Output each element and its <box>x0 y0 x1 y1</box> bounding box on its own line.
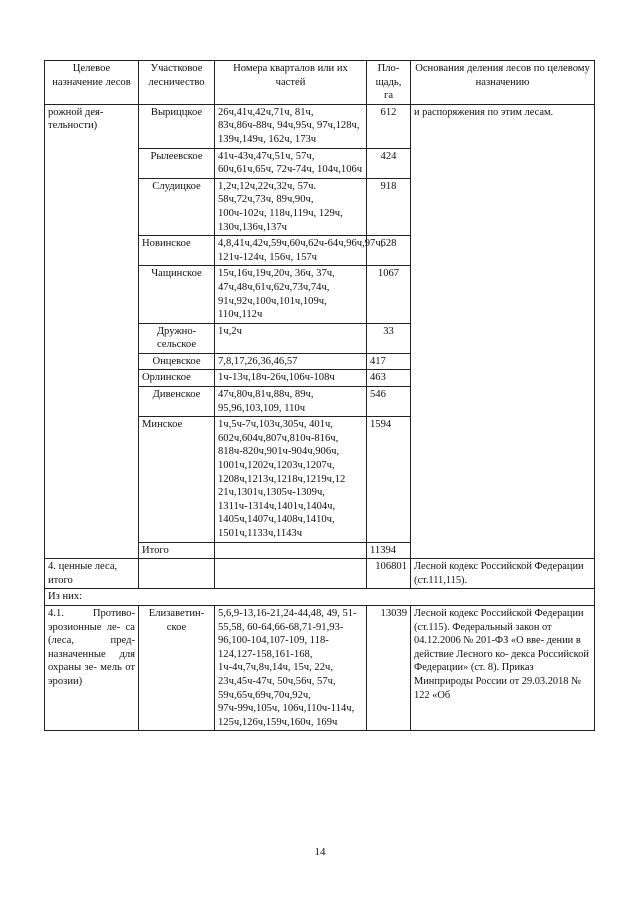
area-cell: 424 <box>367 148 411 178</box>
header-basis: Основания деления лесов по целевому назначению <box>411 61 595 105</box>
header-forestry: Участковое лесничество <box>139 61 215 105</box>
section41-row <box>45 605 595 730</box>
area-cell: 628 <box>367 236 411 266</box>
section4-basis: Лесной кодекс Российской Федерации (ст.111,115). <box>411 559 595 589</box>
area-cell: 33 <box>367 323 411 353</box>
header-area: Пло- щадь, га <box>367 61 411 105</box>
forestry-cell: Орлинское <box>139 370 215 387</box>
forestry-cell: Слудицкое <box>139 178 215 235</box>
quarters-cell: 41ч-43ч,47ч,51ч, 57ч, 60ч,61ч,65ч, 72ч-74ч, 104ч,106ч <box>215 148 367 178</box>
section4-purpose: 4. ценные леса, итого <box>45 559 139 589</box>
area-cell: 546 <box>367 387 411 417</box>
purpose-cell-continued: рожной дея- тельности) <box>45 104 139 558</box>
forestry-cell: Онцевское <box>139 353 215 370</box>
forest-purpose-table <box>44 60 595 731</box>
quarters-cell: 1ч-13ч,18ч-26ч,106ч-108ч <box>215 370 367 387</box>
section4-quarters-empty <box>215 559 367 589</box>
section41-quarters: 5,6,9-13,16-21,24-44,48, 49, 51-55,58, 60-64,66-68,71-91,93-96,100-104,107-109, 118-124,127-158,161-168, 1ч-4ч,7ч,8ч,14ч, 15ч, 22ч, 23ч,45ч-47ч, 50ч,56ч, 57ч, 59ч,65ч,69ч,70ч,92ч, 97ч-99ч,105ч, 106ч,110ч-114ч, 125ч,126ч,159ч,160ч, 169ч <box>215 605 367 730</box>
quarters-cell: 7,8,17,26,36,46,57 <box>215 353 367 370</box>
forestry-cell: Рылеевское <box>139 148 215 178</box>
table-row <box>45 104 595 148</box>
of-them-label: Из них: <box>45 589 595 606</box>
basis-cell-continued: и распоряжения по этим лесам. <box>411 104 595 558</box>
quarters-cell: 15ч,16ч,19ч,20ч, 36ч, 37ч, 47ч,48ч,61ч,62ч,73ч,74ч, 91ч,92ч,100ч,101ч,109ч, 110ч,112ч <box>215 266 367 323</box>
area-cell: 417 <box>367 353 411 370</box>
quarters-cell: 4,8,41ч,42ч,59ч,60ч,62ч-64ч,96ч,97ч, 121ч-124ч, 156ч, 157ч <box>215 236 367 266</box>
forestry-cell: Дружно- сельское <box>139 323 215 353</box>
section4-row <box>45 559 595 589</box>
area-cell: 463 <box>367 370 411 387</box>
section41-basis: Лесной кодекс Российской Федерации (ст.115). Федеральный закон от 04.12.2006 № 201-ФЗ «О вве- дении в действие Лесного ко- декса Российской Федерации» (ст. 8). Приказ Минприроды России от 29.03.2018 № 122 «Об <box>411 605 595 730</box>
total-label: Итого <box>139 542 215 559</box>
section41-area: 13039 <box>367 605 411 730</box>
forestry-cell: Новинское <box>139 236 215 266</box>
forestry-cell: Минское <box>139 417 215 542</box>
area-cell: 918 <box>367 178 411 235</box>
header-purpose: Целевое назначение лесов <box>45 61 139 105</box>
area-cell: 612 <box>367 104 411 148</box>
header-quarters: Номера кварталов или их частей <box>215 61 367 105</box>
quarters-cell: 47ч,80ч,81ч,88ч, 89ч, 95,96,103,109, 110ч <box>215 387 367 417</box>
of-them-row <box>45 589 595 606</box>
quarters-cell: 26ч,41ч,42ч,71ч, 81ч, 83ч,86ч-88ч, 94ч,95ч, 97ч,128ч, 139ч,149ч, 162ч, 173ч <box>215 104 367 148</box>
area-cell: 1594 <box>367 417 411 542</box>
forestry-cell: Дивенское <box>139 387 215 417</box>
quarters-cell: 1ч,5ч-7ч,103ч,305ч, 401ч, 602ч,604ч,807ч,810ч-816ч, 818ч-820ч,901ч-904ч,906ч, 1001ч,1202ч,1203ч,1207ч, 1208ч,1213ч,1218ч,1219ч,12 21ч,1301ч,1305ч-1309ч, 1311ч-1314ч,1401ч,1404ч, 1405ч,1407ч,1408ч,1410ч, 1501ч,1133ч,1143ч <box>215 417 367 542</box>
section4-area: 106801 <box>367 559 411 589</box>
quarters-cell: 1ч,2ч <box>215 323 367 353</box>
section41-purpose: 4.1. Противо- эрозионные ле- са (леса, пред- назначенные для охраны зе- мель от эрозии) <box>45 605 139 730</box>
total-area: 11394 <box>367 542 411 559</box>
table-header-row <box>45 61 595 105</box>
section4-forestry-empty <box>139 559 215 589</box>
page-number: 14 <box>314 846 326 858</box>
total-quarters-empty <box>215 542 367 559</box>
section41-forestry: Елизаветин- ское <box>139 605 215 730</box>
area-cell: 1067 <box>367 266 411 323</box>
quarters-cell: 1,2ч,12ч,22ч,32ч, 57ч. 58ч,72ч,73ч, 89ч,90ч, 100ч-102ч, 118ч,119ч, 129ч, 130ч,136ч,137ч <box>215 178 367 235</box>
forestry-cell: Выриццкое <box>139 104 215 148</box>
forestry-cell: Чащинское <box>139 266 215 323</box>
